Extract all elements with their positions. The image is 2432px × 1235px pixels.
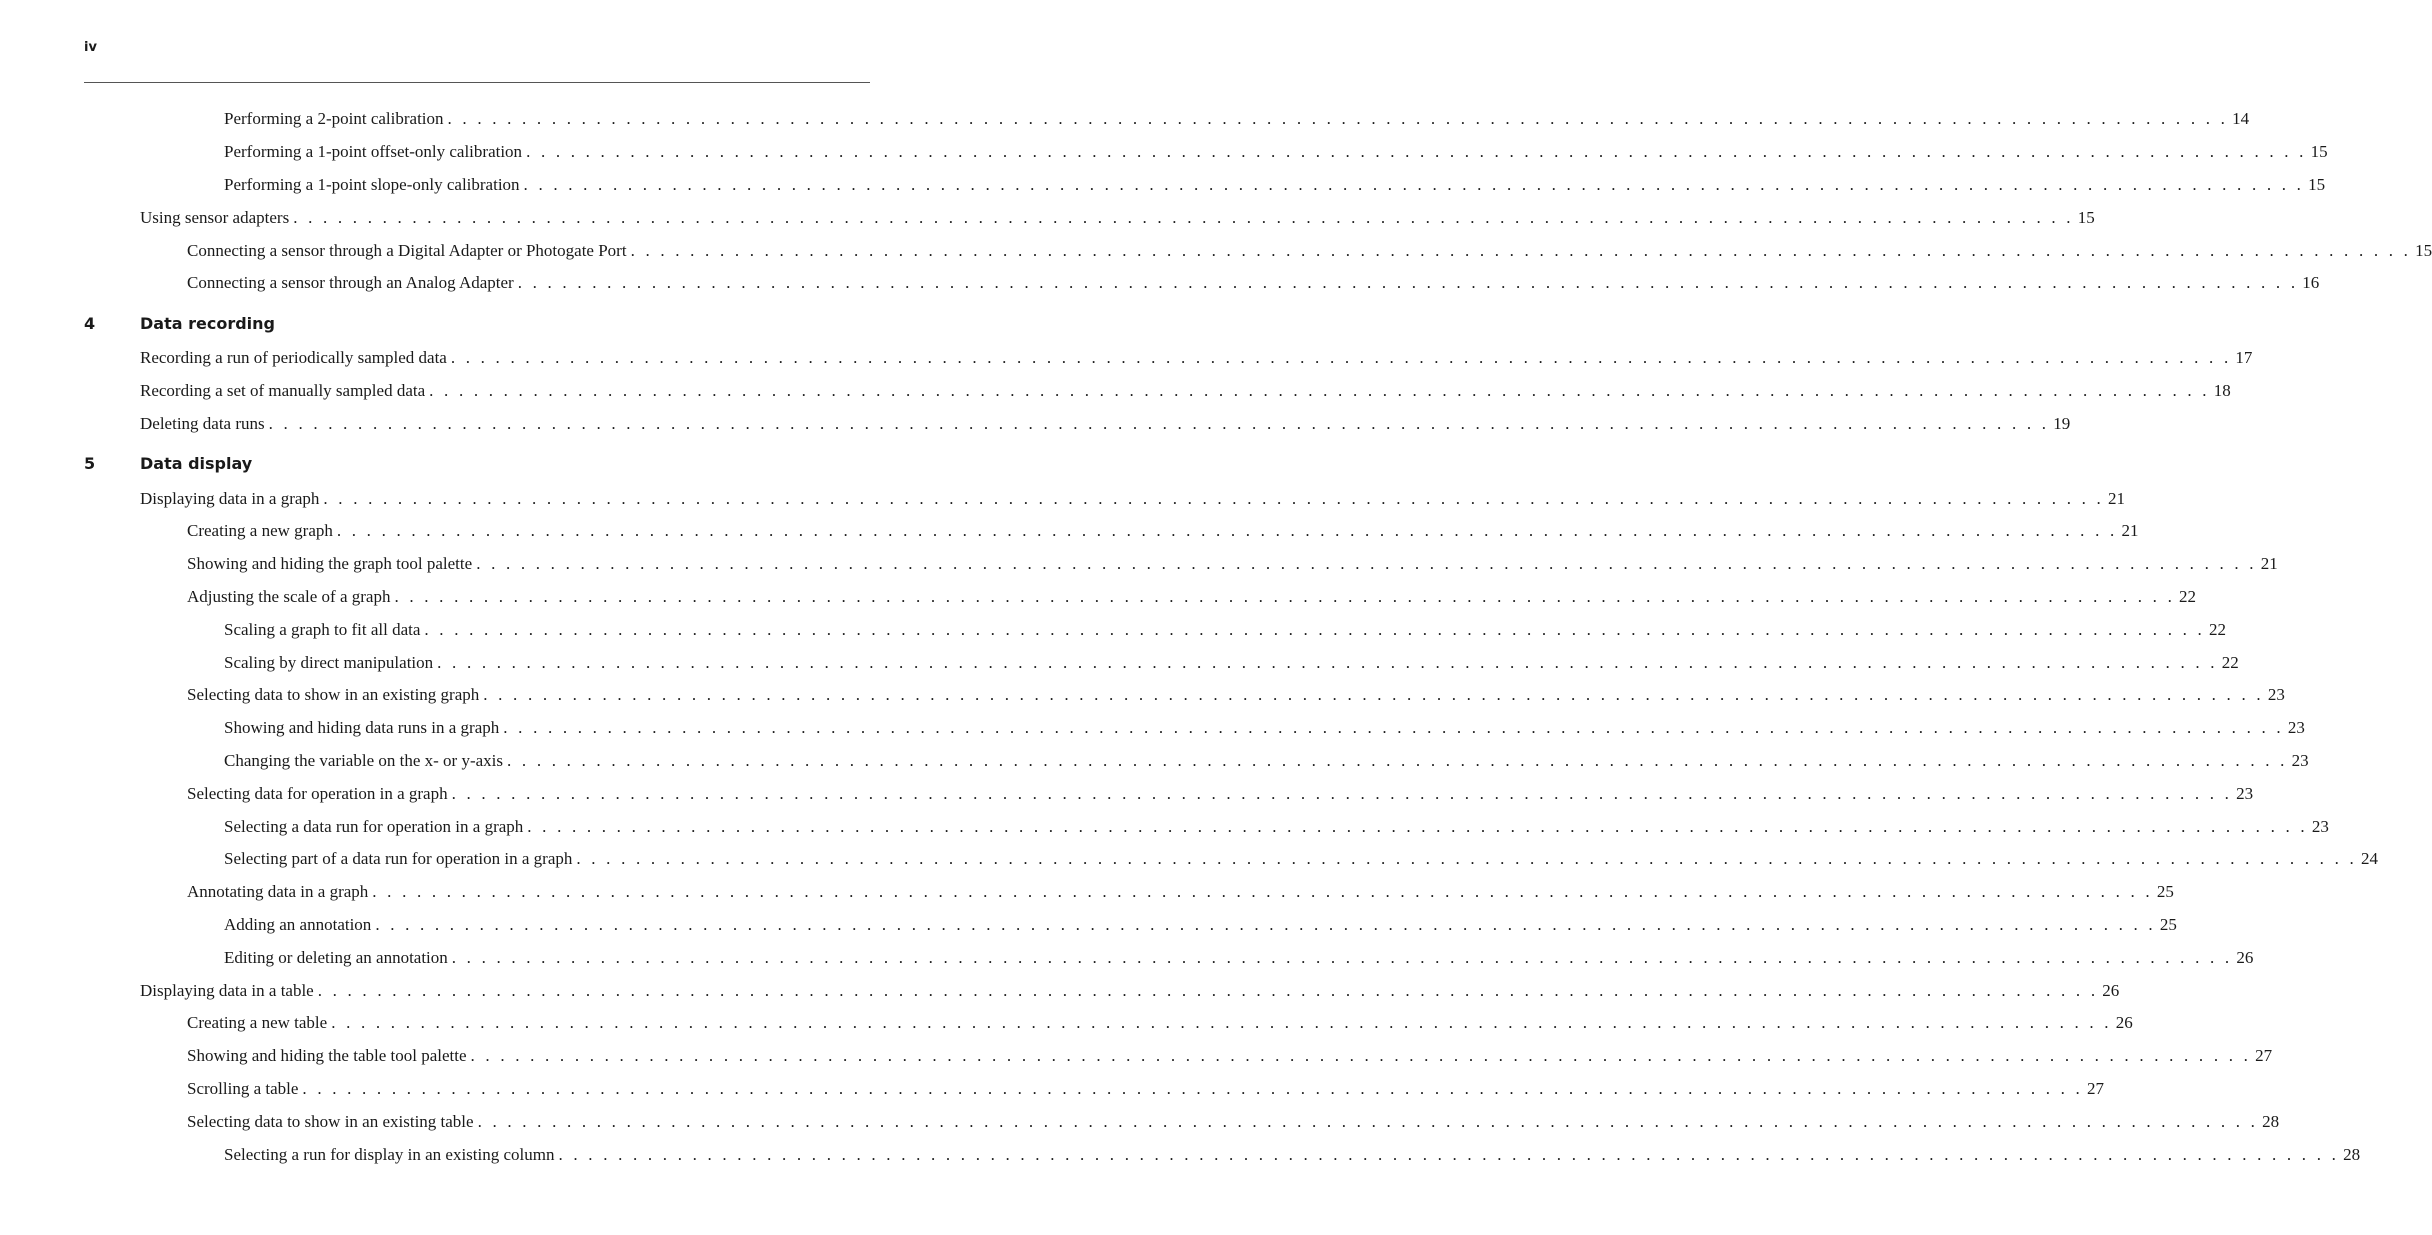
toc-entry[interactable] <box>0 1105 2280 1138</box>
toc-entry-title: Selecting data for operation in a graph <box>187 783 448 803</box>
toc-entry-title: Showing and hiding data runs in a graph <box>224 718 500 738</box>
toc-entry-page: 22 <box>2179 586 2197 606</box>
toc-entry-title: Selecting a run for display in an existing column <box>224 1144 555 1164</box>
toc-entry-title: Annotating data in a graph <box>187 882 369 902</box>
dot-leader: . . . . . . . . . . . . . . . . . . . . . . . . . . . . . . . . . . . . . . . . . . . . . . . . . . . . . . . . . . . . . . . . . . . . . . . . . . . . . . . . . . . . . . . . . . . . . . . . . . . . . . . . . . . . . . . . . . . . . . . . <box>331 1013 2112 1033</box>
toc-entry-page: 28 <box>2262 1111 2280 1131</box>
dot-leader: . . . . . . . . . . . . . . . . . . . . . . . . . . . . . . . . . . . . . . . . . . . . . . . . . . . . . . . . . . . . . . . . . . . . . . . . . . . . . . . . . . . . . . . . . . . . . . . . . . . . . . . . . . . . . . . . . . . . . . . . <box>293 207 2074 227</box>
toc-entry-page: 26 <box>2236 947 2254 967</box>
toc-entry-title: Editing or deleting an annotation <box>224 947 448 967</box>
toc-entry-page: 24 <box>2360 849 2378 869</box>
toc-entry-title: Adjusting the scale of a graph <box>187 586 391 606</box>
toc-entry-title: Displaying data in a graph <box>140 488 320 508</box>
toc-entry[interactable] <box>0 1073 2104 1106</box>
dot-leader: . . . . . . . . . . . . . . . . . . . . . . . . . . . . . . . . . . . . . . . . . . . . . . . . . . . . . . . . . . . . . . . . . . . . . . . . . . . . . . . . . . . . . . . . . . . . . . . . . . . . . . . . . . . . . . . . . . . . . . . . <box>576 849 2357 869</box>
toc-entry[interactable] <box>0 342 2253 375</box>
chapter-number: 4 <box>84 313 96 333</box>
toc-entry-page: 23 <box>2311 816 2329 836</box>
toc-entry-title: Scaling by direct manipulation <box>224 652 434 672</box>
chapter-title: Data recording <box>140 313 275 333</box>
toc-entry-page: 25 <box>2159 914 2177 934</box>
toc-entry-page: 14 <box>2232 109 2250 129</box>
page-number: iv <box>84 40 97 55</box>
dot-leader: . . . . . . . . . . . . . . . . . . . . . . . . . . . . . . . . . . . . . . . . . . . . . . . . . . . . . . . . . . . . . . . . . . . . . . . . . . . . . . . . . . . . . . . . . . . . . . . . . . . . . . . . . . . . . . . . . . . . . . . . <box>450 348 2232 368</box>
toc-entry-page: 23 <box>2291 750 2309 770</box>
toc-entry[interactable] <box>0 679 2285 712</box>
toc-entry[interactable] <box>0 548 2278 581</box>
toc-entry-title: Recording a set of manually sampled data <box>140 380 426 400</box>
toc-entry[interactable] <box>0 941 2254 974</box>
toc-entry[interactable] <box>0 581 2197 614</box>
dot-leader: . . . . . . . . . . . . . . . . . . . . . . . . . . . . . . . . . . . . . . . . . . . . . . . . . . . . . . . . . . . . . . . . . . . . . . . . . . . . . . . . . . . . . . . . . . . . . . . . . . . . . . . . . . . . . . . . . . . . . . . . <box>470 1046 2252 1066</box>
toc-entry-title: Creating a new graph <box>187 521 333 541</box>
dot-leader: . . . . . . . . . . . . . . . . . . . . . . . . . . . . . . . . . . . . . . . . . . . . . . . . . . . . . . . . . . . . . . . . . . . . . . . . . . . . . . . . . . . . . . . . . . . . . . . . . . . . . . . . . . . . . . . . . . . . . . . . <box>483 685 2264 705</box>
toc-entry-title: Using sensor adapters <box>140 207 290 227</box>
dot-leader: . . . . . . . . . . . . . . . . . . . . . . . . . . . . . . . . . . . . . . . . . . . . . . . . . . . . . . . . . . . . . . . . . . . . . . . . . . . . . . . . . . . . . . . . . . . . . . . . . . . . . . . . . . . . . . . . . . . . . . . . <box>451 783 2233 803</box>
dot-leader: . . . . . . . . . . . . . . . . . . . . . . . . . . . . . . . . . . . . . . . . . . . . . . . . . . . . . . . . . . . . . . . . . . . . . . . . . . . . . . . . . . . . . . . . . . . . . . . . . . . . . . . . . . . . . . . . . . . . . . . . <box>476 554 2257 574</box>
toc-entry-title: Creating a new table <box>187 1013 328 1033</box>
toc-entry-title: Adding an annotation <box>224 914 372 934</box>
toc-entry-title: Changing the variable on the x- or y-axis <box>224 750 504 770</box>
toc-entry-page: 15 <box>2415 240 2432 260</box>
toc-entry-title: Scrolling a table <box>187 1078 299 1098</box>
toc-entry-title: Showing and hiding the table tool palette <box>187 1046 467 1066</box>
toc-entry-title: Selecting data to show in an existing graph <box>187 685 480 705</box>
dot-leader: . . . . . . . . . . . . . . . . . . . . . . . . . . . . . . . . . . . . . . . . . . . . . . . . . . . . . . . . . . . . . . . . . . . . . . . . . . . . . . . . . . . . . . . . . . . . . . . . . . . . . . . . . . . . . . . . . . . . . . . . <box>394 586 2176 606</box>
dot-leader: . . . . . . . . . . . . . . . . . . . . . . . . . . . . . . . . . . . . . . . . . . . . . . . . . . . . . . . . . . . . . . . . . . . . . . . . . . . . . . . . . . . . . . . . . . . . . . . . . . . . . . . . . . . . . . . . . . . . . . . . <box>477 1111 2259 1131</box>
toc-entry[interactable] <box>0 234 2432 267</box>
dot-leader: . . . . . . . . . . . . . . . . . . . . . . . . . . . . . . . . . . . . . . . . . . . . . . . . . . . . . . . . . . . . . . . . . . . . . . . . . . . . . . . . . . . . . . . . . . . . . . . . . . . . . . . . . . . . . . . . . . . . . . . . <box>268 413 2050 433</box>
toc-entry-title: Connecting a sensor through an Analog Adapter <box>187 273 514 293</box>
toc-entry[interactable] <box>0 646 2239 679</box>
toc-entry[interactable] <box>0 103 2250 136</box>
toc-entry[interactable] <box>0 777 2254 810</box>
toc-entry[interactable] <box>0 169 2326 202</box>
toc-entry-title: Showing and hiding the graph tool palette <box>187 554 473 574</box>
dot-leader: . . . . . . . . . . . . . . . . . . . . . . . . . . . . . . . . . . . . . . . . . . . . . . . . . . . . . . . . . . . . . . . . . . . . . . . . . . . . . . . . . . . . . . . . . . . . . . . . . . . . . . . . . . . . . . . . . . . . . . . . <box>630 240 2412 260</box>
toc-entry-title: Selecting data to show in an existing table <box>187 1111 474 1131</box>
toc-entry[interactable] <box>0 515 2139 548</box>
chapter-heading <box>0 310 954 342</box>
toc-entry-page: 21 <box>2260 554 2278 574</box>
dot-leader: . . . . . . . . . . . . . . . . . . . . . . . . . . . . . . . . . . . . . . . . . . . . . . . . . . . . . . . . . . . . . . . . . . . . . . . . . . . . . . . . . . . . . . . . . . . . . . . . . . . . . . . . . . . . . . . . . . . . . . . . <box>302 1078 2083 1098</box>
toc-entry-page: 26 <box>2102 980 2120 1000</box>
toc-entry[interactable] <box>0 810 2329 843</box>
toc-entry-page: 19 <box>2053 413 2071 433</box>
toc-entry-page: 21 <box>2107 488 2125 508</box>
dot-leader: . . . . . . . . . . . . . . . . . . . . . . . . . . . . . . . . . . . . . . . . . . . . . . . . . . . . . . . . . . . . . . . . . . . . . . . . . . . . . . . . . . . . . . . . . . . . . . . . . . . . . . . . . . . . . . . . . . . . . . . . <box>429 380 2210 400</box>
chapter-number: 5 <box>84 454 96 474</box>
toc-entry-page: 25 <box>2156 882 2174 902</box>
toc-entry-title: Scaling a graph to fit all data <box>224 619 421 639</box>
dot-leader: . . . . . . . . . . . . . . . . . . . . . . . . . . . . . . . . . . . . . . . . . . . . . . . . . . . . . . . . . . . . . . . . . . . . . . . . . . . . . . . . . . . . . . . . . . . . . . . . . . . . . . . . . . . . . . . . . . . . . . . . <box>526 142 2307 162</box>
toc-entry[interactable] <box>0 843 2378 876</box>
toc-entry-page: 27 <box>2255 1046 2273 1066</box>
toc-entry-page: 23 <box>2236 783 2254 803</box>
chapter-heading <box>0 450 954 482</box>
toc-entry-title: Performing a 2-point calibration <box>224 109 444 129</box>
toc-entry-page: 15 <box>2308 174 2326 194</box>
dot-leader: . . . . . . . . . . . . . . . . . . . . . . . . . . . . . . . . . . . . . . . . . . . . . . . . . . . . . . . . . . . . . . . . . . . . . . . . . . . . . . . . . . . . . . . . . . . . . . . . . . . . . . . . . . . . . . . . . . . . . . . . <box>523 174 2305 194</box>
toc-entry[interactable] <box>0 482 2125 515</box>
toc-entry[interactable] <box>0 1040 2273 1073</box>
dot-leader: . . . . . . . . . . . . . . . . . . . . . . . . . . . . . . . . . . . . . . . . . . . . . . . . . . . . . . . . . . . . . . . . . . . . . . . . . . . . . . . . . . . . . . . . . . . . . . . . . . . . . . . . . . . . . . . . . . . . . . . . <box>437 652 2218 672</box>
toc-entry-page: 26 <box>2115 1013 2133 1033</box>
toc-entry-title: Displaying data in a table <box>140 980 314 1000</box>
header-rule <box>84 82 870 83</box>
toc-entry-title: Deleting data runs <box>140 413 265 433</box>
dot-leader: . . . . . . . . . . . . . . . . . . . . . . . . . . . . . . . . . . . . . . . . . . . . . . . . . . . . . . . . . . . . . . . . . . . . . . . . . . . . . . . . . . . . . . . . . . . . . . . . . . . . . . . . . . . . . . . . . . . . . . . . <box>323 488 2104 508</box>
dot-leader: . . . . . . . . . . . . . . . . . . . . . . . . . . . . . . . . . . . . . . . . . . . . . . . . . . . . . . . . . . . . . . . . . . . . . . . . . . . . . . . . . . . . . . . . . . . . . . . . . . . . . . . . . . . . . . . . . . . . . . . . <box>503 718 2284 738</box>
toc-entry[interactable] <box>0 267 2320 300</box>
toc-entry-title: Recording a run of periodically sampled data <box>140 348 447 368</box>
toc-entry[interactable] <box>0 407 2071 440</box>
toc-entry-page: 23 <box>2267 685 2285 705</box>
dot-leader: . . . . . . . . . . . . . . . . . . . . . . . . . . . . . . . . . . . . . . . . . . . . . . . . . . . . . . . . . . . . . . . . . . . . . . . . . . . . . . . . . . . . . . . . . . . . . . . . . . . . . . . . . . . . . . . . . . . . . . . . <box>375 914 2156 934</box>
toc-entry-title: Connecting a sensor through a Digital Adapter or Photogate Port <box>187 240 627 260</box>
toc-entry[interactable] <box>0 201 2095 234</box>
toc-entry[interactable] <box>0 1138 2361 1171</box>
toc-entry-title: Performing a 1-point offset-only calibration <box>224 142 523 162</box>
toc-entry-page: 23 <box>2287 718 2305 738</box>
dot-leader: . . . . . . . . . . . . . . . . . . . . . . . . . . . . . . . . . . . . . . . . . . . . . . . . . . . . . . . . . . . . . . . . . . . . . . . . . . . . . . . . . . . . . . . . . . . . . . . . . . . . . . . . . . . . . . . . . . . . . . . . <box>317 980 2099 1000</box>
toc-entry[interactable] <box>0 974 2120 1007</box>
toc-entry-page: 22 <box>2221 652 2239 672</box>
dot-leader: . . . . . . . . . . . . . . . . . . . . . . . . . . . . . . . . . . . . . . . . . . . . . . . . . . . . . . . . . . . . . . . . . . . . . . . . . . . . . . . . . . . . . . . . . . . . . . . . . . . . . . . . . . . . . . . . . . . . . . . . <box>336 521 2118 541</box>
toc-entry-title: Performing a 1-point slope-only calibration <box>224 174 520 194</box>
toc-entry[interactable] <box>0 745 2309 778</box>
toc-entry-page: 15 <box>2077 207 2095 227</box>
toc-entry-page: 15 <box>2310 142 2328 162</box>
toc-entry-title: Selecting part of a data run for operation in a graph <box>224 849 573 869</box>
toc-entry-page: 17 <box>2235 348 2253 368</box>
dot-leader: . . . . . . . . . . . . . . . . . . . . . . . . . . . . . . . . . . . . . . . . . . . . . . . . . . . . . . . . . . . . . . . . . . . . . . . . . . . . . . . . . . . . . . . . . . . . . . . . . . . . . . . . . . . . . . . . . . . . . . . . <box>558 1144 2340 1164</box>
chapter-title: Data display <box>140 454 253 474</box>
dot-leader: . . . . . . . . . . . . . . . . . . . . . . . . . . . . . . . . . . . . . . . . . . . . . . . . . . . . . . . . . . . . . . . . . . . . . . . . . . . . . . . . . . . . . . . . . . . . . . . . . . . . . . . . . . . . . . . . . . . . . . . . <box>372 882 2153 902</box>
toc-entry[interactable] <box>0 1007 2133 1040</box>
toc-entry[interactable] <box>0 876 2174 909</box>
toc-entry-page: 27 <box>2086 1078 2104 1098</box>
dot-leader: . . . . . . . . . . . . . . . . . . . . . . . . . . . . . . . . . . . . . . . . . . . . . . . . . . . . . . . . . . . . . . . . . . . . . . . . . . . . . . . . . . . . . . . . . . . . . . . . . . . . . . . . . . . . . . . . . . . . . . . . <box>517 273 2299 293</box>
dot-leader: . . . . . . . . . . . . . . . . . . . . . . . . . . . . . . . . . . . . . . . . . . . . . . . . . . . . . . . . . . . . . . . . . . . . . . . . . . . . . . . . . . . . . . . . . . . . . . . . . . . . . . . . . . . . . . . . . . . . . . . . <box>527 816 2308 836</box>
dot-leader: . . . . . . . . . . . . . . . . . . . . . . . . . . . . . . . . . . . . . . . . . . . . . . . . . . . . . . . . . . . . . . . . . . . . . . . . . . . . . . . . . . . . . . . . . . . . . . . . . . . . . . . . . . . . . . . . . . . . . . . . <box>507 750 2288 770</box>
dot-leader: . . . . . . . . . . . . . . . . . . . . . . . . . . . . . . . . . . . . . . . . . . . . . . . . . . . . . . . . . . . . . . . . . . . . . . . . . . . . . . . . . . . . . . . . . . . . . . . . . . . . . . . . . . . . . . . . . . . . . . . . <box>424 619 2205 639</box>
toc-entry-page: 28 <box>2343 1144 2361 1164</box>
dot-leader: . . . . . . . . . . . . . . . . . . . . . . . . . . . . . . . . . . . . . . . . . . . . . . . . . . . . . . . . . . . . . . . . . . . . . . . . . . . . . . . . . . . . . . . . . . . . . . . . . . . . . . . . . . . . . . . . . . . . . . . . <box>451 947 2233 967</box>
toc-entry[interactable] <box>0 375 2231 408</box>
dot-leader: . . . . . . . . . . . . . . . . . . . . . . . . . . . . . . . . . . . . . . . . . . . . . . . . . . . . . . . . . . . . . . . . . . . . . . . . . . . . . . . . . . . . . . . . . . . . . . . . . . . . . . . . . . . . . . . . . . . . . . . . <box>447 109 2229 129</box>
toc-entry[interactable] <box>0 712 2305 745</box>
toc-entry-page: 21 <box>2121 521 2139 541</box>
toc-entry[interactable] <box>0 909 2177 942</box>
toc-entry[interactable] <box>0 136 2328 169</box>
toc-entry[interactable] <box>0 613 2226 646</box>
table-of-contents <box>0 103 2432 1171</box>
toc-entry-page: 16 <box>2302 273 2320 293</box>
toc-entry-page: 22 <box>2208 619 2226 639</box>
toc-entry-title: Selecting a data run for operation in a graph <box>224 816 524 836</box>
toc-entry-page: 18 <box>2213 380 2231 400</box>
